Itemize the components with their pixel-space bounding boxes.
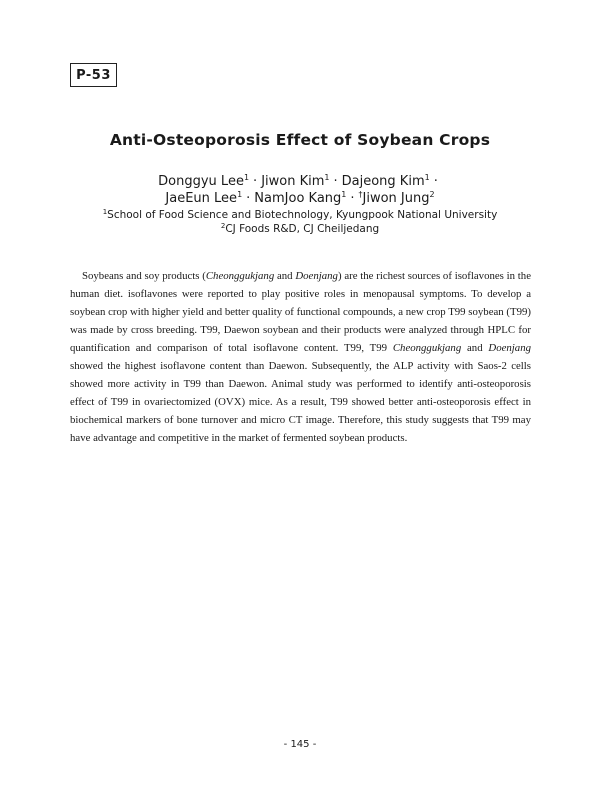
affiliation-mark: 2 [220, 222, 226, 230]
author-separator: · [253, 174, 258, 189]
abstract-body [70, 267, 531, 447]
abstract-text: showed the highest isoflavone content than Daewon. Subsequently, the ALP activity with Saos-2 cells showed more activity in T99 than Daewon. Animal study was performed to identify anti-osteoporosis effect of T99 in ovariectomized (OVX) mice. As a result, T99 showed better anti-osteoporosis effect in biochemical markers of bone turnover and micro CT image. Therefore, this study suggests that T99 may have advantage and competitive in the market of fermented soybean products. [70, 360, 531, 444]
affiliation-1 [0, 208, 600, 222]
author-separator: · [333, 174, 338, 189]
affiliation-list [0, 208, 600, 236]
author-name: JaeEun Lee [165, 191, 238, 206]
abstract-text: ) are the richest sources of isoflavones in the human diet. isoflavones were reported to play positive roles in menopausal symptoms. To develop a soybean crop with higher yield and better quality of functional compounds, a new crop T99 soybean (T99) was made by cross breeding. T99, Daewon soybean and their products were analyzed through HPLC for quantification and comparison of total isoflavone content. T99, T99 [70, 270, 531, 354]
affiliation-text: CJ Foods R&D, CJ Cheiljedang [225, 223, 380, 235]
affiliation-2 [0, 222, 600, 236]
author-line-1 [0, 173, 600, 190]
author-name: Jiwon Kim [261, 174, 325, 189]
author-name: Dajeong Kim [341, 174, 425, 189]
abstract-text: and [274, 270, 296, 282]
abstract-italic-term: Doenjang [488, 342, 531, 354]
author-name: Donggyu Lee [158, 174, 244, 189]
paper-title: Anti-Osteoporosis Effect of Soybean Crops [109, 131, 491, 149]
affiliation-text: School of Food Science and Biotechnology, Kyungpook National University [107, 209, 498, 221]
affiliation-mark: 1 [102, 208, 108, 216]
abstract-text: and [461, 342, 489, 354]
author-name: Jiwon Jung [362, 191, 430, 206]
page-number: - 145 - [283, 739, 317, 750]
author-affil-mark: 1 [341, 190, 347, 199]
author-separator: · [246, 191, 251, 206]
author-list [0, 173, 600, 207]
author-separator: · [350, 191, 355, 206]
author-separator: · [433, 174, 438, 189]
abstract-italic-term: Cheonggukjang [392, 342, 462, 354]
abstract-italic-term: Doenjang [295, 270, 338, 282]
author-affil-mark: 2 [429, 190, 435, 199]
poster-number-badge: P-53 [70, 63, 117, 87]
author-affil-mark: 1 [324, 173, 330, 182]
corresponding-author-mark: † [358, 190, 363, 199]
author-affil-mark: 1 [424, 173, 430, 182]
author-affil-mark: 1 [243, 173, 250, 182]
author-line-2 [0, 190, 600, 207]
abstract-italic-term: Cheonggukjang [205, 270, 275, 282]
author-name: NamJoo Kang [254, 191, 342, 206]
abstract-text: Soybeans and soy products ( [82, 270, 206, 282]
author-affil-mark: 1 [237, 190, 243, 199]
